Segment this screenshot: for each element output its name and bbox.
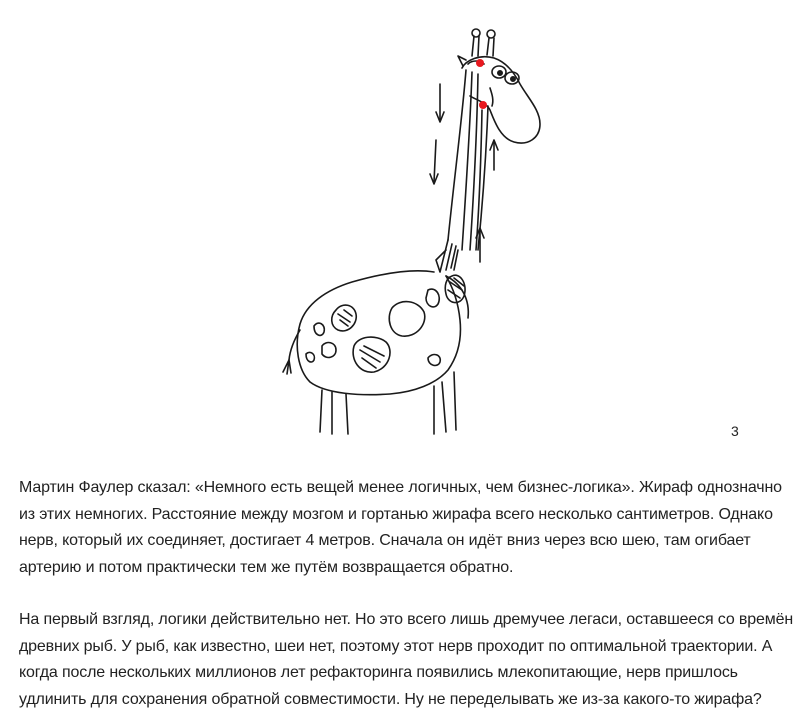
article-paragraph-1: Мартин Фаулер сказал: «Немного есть вещей менее логичных, чем бизнес-логика». Жираф однозначно из этих немногих. Расстояние между мозгом и гортанью жирафа всего несколько сантиметров. Однако нерв, который их соединяет, достигает 4 метров. Сначала он идёт вниз через всю шею, там огибает артерию и потом практически тем же путём возвращается обратно. [19,479,782,576]
article-paragraph-2: На первый взгляд, логики действительно нет. Но это всего лишь дремучее легаси, оставшееся со времён древних рыб. У рыб, как известно, шеи нет, поэтому этот нерв проходит по оптимальной траектории. А когда после нескольких миллионов лет рефакторинга появились млекопитающие, нерв пришлось удлинить для сохранения обратной совместимости. Ну не переделывать же из-за какого-то жирафа? [19,611,794,708]
giraffe-spots [306,275,465,372]
article-body [19,475,799,713]
giraffe-body [283,271,468,395]
nerve-point-larynx [479,101,487,109]
nerve-point-brain [476,59,484,67]
figure-number: 3 [731,423,739,439]
giraffe-head [462,57,540,143]
